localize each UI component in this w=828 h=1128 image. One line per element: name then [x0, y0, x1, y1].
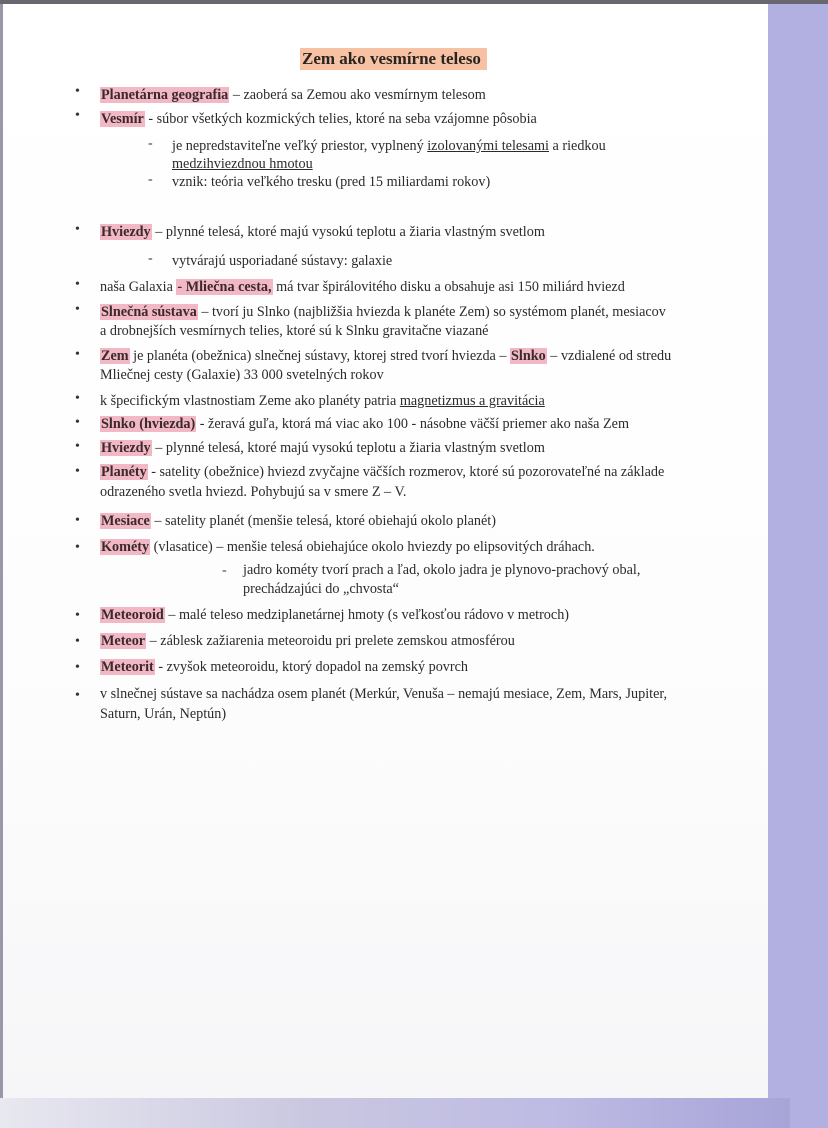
underlined-text: magnetizmus a gravitácia: [399, 393, 545, 409]
list-item-continuation: odrazeného svetla hviezd. Pohybujú sa v smere Z – V.: [100, 484, 407, 500]
underlined-text: izolovanými telesami: [427, 138, 549, 154]
bullet-icon: •: [75, 608, 80, 623]
definition: - žeravá guľa, ktorá má viac ako 100 - násobne väčší priemer ako naša Zem: [196, 416, 629, 432]
sub-item: [172, 136, 606, 156]
list-item: [100, 302, 666, 322]
definition: – plynné telesá, ktoré majú vysokú teplotu a žiaria vlastným svetlom: [151, 224, 545, 240]
term: Planetárna geografia: [101, 87, 229, 103]
bullet-icon: •: [75, 540, 80, 555]
definition: - súbor všetkých kozmických telies, ktoré na seba vzájomne pôsobia: [144, 111, 537, 127]
dash-icon: -: [148, 172, 153, 187]
definition: (vlasatice) – menšie telesá obiehajúce okolo hviezdy po elipsovitých dráhach.: [150, 539, 595, 555]
list-item: [100, 511, 496, 531]
sub-text: je nepredstaviteľne veľký priestor, vyplnený: [172, 138, 428, 154]
term: Meteorit: [101, 659, 154, 675]
list-item: [100, 222, 545, 242]
bullet-icon: •: [75, 277, 80, 292]
term: Zem: [101, 348, 129, 364]
sub-item: vznik: teória veľkého tresku (pred 15 miliardami rokov): [172, 174, 491, 190]
definition: – malé teleso medziplanetárnej hmoty (s veľkosťou rádovo v metroch): [164, 607, 570, 623]
list-item: [100, 277, 625, 297]
bullet-icon: •: [75, 464, 80, 479]
term: Vesmír: [101, 111, 144, 127]
list-item: [100, 462, 664, 482]
definition: – plynné telesá, ktoré majú vysokú teplotu a žiaria vlastným svetlom: [151, 440, 545, 456]
term: Hviezdy: [101, 440, 151, 456]
definition: – zaoberá sa Zemou ako vesmírnym telesom: [229, 87, 486, 103]
list-item: [100, 631, 515, 651]
dash-icon: -: [148, 136, 153, 151]
list-item: [100, 605, 569, 625]
list-item: [100, 109, 537, 129]
list-item-continuation: a drobnejších vesmírnych telies, ktoré sú k Slnku gravitačne viazané: [100, 323, 489, 339]
term: Mesiace: [101, 513, 150, 529]
dash-icon: -: [222, 563, 227, 578]
bullet-icon: •: [75, 222, 80, 237]
term: Meteoroid: [101, 607, 164, 623]
definition: má tvar špirálovitého disku a obsahuje asi 150 miliárd hviezd: [272, 279, 625, 295]
term: Planéty: [101, 464, 147, 480]
bullet-icon: •: [75, 688, 80, 703]
underlined-text: medzihviezdnou hmotou: [172, 156, 313, 172]
text: k špecifickým vlastnostiam Zeme ako planéty patria: [100, 393, 400, 409]
binder-cover: [766, 4, 828, 1128]
list-item: [100, 346, 671, 366]
bullet-icon: •: [75, 513, 80, 528]
list-item-continuation: Mliečnej cesty (Galaxie) 33 000 svetelných rokov: [100, 367, 384, 383]
text: naša Galaxia: [100, 279, 177, 295]
list-item: [100, 537, 595, 557]
bullet-icon: •: [75, 391, 80, 406]
definition: - zvyšok meteoroidu, ktorý dopadol na zemský povrch: [154, 659, 469, 675]
definition: - satelity (obežnice) hviezd zvyčajne väčších rozmerov, ktoré sú pozorovateľné na základe: [147, 464, 665, 480]
bullet-icon: •: [75, 108, 80, 123]
page-title: Zem ako vesmírne teleso: [300, 48, 487, 70]
term: Slnko (hviezda): [101, 416, 196, 432]
list-item: [100, 85, 486, 105]
definition: je planéta (obežnica) slnečnej sústavy, ktorej stred tvorí hviezda –: [129, 348, 511, 364]
list-item: [100, 414, 629, 434]
term: Slnečná sústava: [101, 304, 197, 320]
dash-icon: -: [148, 251, 153, 266]
list-item: [100, 391, 545, 411]
sub-item-continuation: prechádzajúci do „chvosta“: [243, 581, 399, 597]
sub-text: a riedkou: [548, 138, 606, 154]
bullet-icon: •: [75, 347, 80, 362]
list-item: v slnečnej sústave sa nachádza osem planét (Merkúr, Venuša – nemajú mesiace, Zem, Mars, Jupiter,: [100, 686, 668, 702]
term: Hviezdy: [101, 224, 151, 240]
list-item: [100, 657, 468, 677]
list-item-continuation: Saturn, Urán, Neptún): [100, 706, 227, 722]
definition: – tvorí ju Slnko (najbližšia hviezda k planéte Zem) so systémom planét, mesiacov: [197, 304, 666, 320]
bullet-icon: •: [75, 302, 80, 317]
term: Meteor: [101, 633, 146, 649]
bullet-icon: •: [75, 84, 80, 99]
bullet-icon: •: [75, 660, 80, 675]
sheet-protector-edge: [0, 1098, 790, 1128]
bullet-icon: •: [75, 634, 80, 649]
term: Slnko: [511, 348, 546, 364]
term: - Mliečna cesta,: [177, 279, 272, 295]
list-item: [100, 438, 545, 458]
definition: – záblesk zažiarenia meteoroidu pri prelete zemskou atmosférou: [146, 633, 515, 649]
bullet-icon: •: [75, 439, 80, 454]
sub-item: jadro kométy tvorí prach a ľad, okolo jadra je plynovo-prachový obal,: [243, 562, 641, 578]
term: Kométy: [101, 539, 150, 555]
bullet-icon: •: [75, 415, 80, 430]
definition: – vzdialené od stredu: [546, 348, 672, 364]
definition: – satelity planét (menšie telesá, ktoré obiehajú okolo planét): [150, 513, 496, 529]
sub-item: vytvárajú usporiadané sústavy: galaxie: [172, 253, 393, 269]
